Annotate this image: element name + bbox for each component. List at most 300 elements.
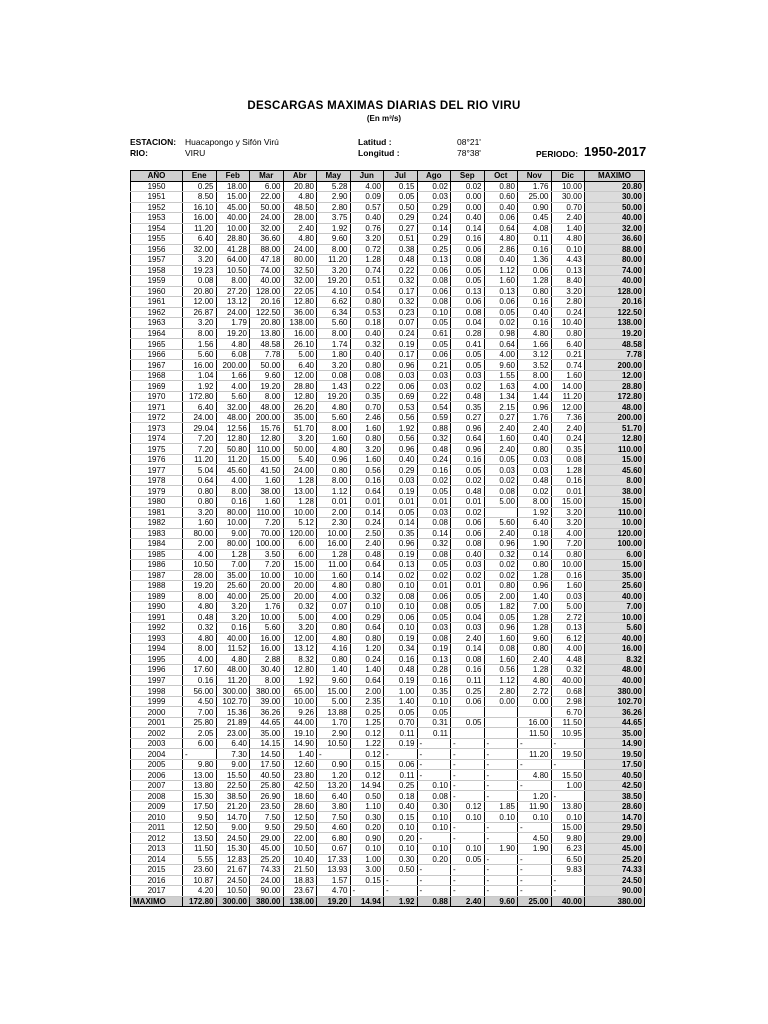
value-cell: - [183,749,217,760]
column-header: Dic [551,171,585,182]
value-cell: 12.50 [283,812,317,823]
value-cell: 0.11 [417,728,451,739]
value-cell: - [551,738,585,749]
value-cell: 0.05 [484,454,518,465]
value-cell: 23.50 [250,801,284,812]
maximum-cell: 1.92 [384,896,418,907]
value-cell: 0.80 [518,560,552,571]
value-cell: 0.08 [417,549,451,560]
value-cell: 0.14 [451,644,485,655]
value-cell: 0.32 [283,602,317,613]
value-cell: 28.60 [283,801,317,812]
value-cell: 74.33 [250,865,284,876]
value-cell: 0.51 [350,276,384,287]
value-cell: 0.70 [350,402,384,413]
value-cell: 5.60 [317,318,351,329]
table-row [131,213,645,224]
value-cell: 13.80 [551,801,585,812]
value-cell: 8.00 [317,244,351,255]
value-cell: 0.05 [417,339,451,350]
value-cell: 0.03 [451,623,485,634]
value-cell: 10.50 [183,560,217,571]
max-cell: 19.50 [585,749,645,760]
value-cell: 7.36 [551,412,585,423]
value-cell: 8.00 [183,591,217,602]
value-cell: 0.98 [484,328,518,339]
value-cell: 0.20 [384,833,418,844]
value-cell: 5.12 [283,518,317,529]
value-cell: 13.12 [216,297,250,308]
value-cell: 4.70 [317,886,351,897]
value-cell: 2.40 [451,633,485,644]
value-cell: 0.13 [417,255,451,266]
max-cell: 12.00 [585,370,645,381]
value-cell: 80.00 [216,539,250,550]
value-cell: 8.00 [183,644,217,655]
value-cell: 0.40 [350,349,384,360]
value-cell: 12.50 [183,822,217,833]
value-cell: 22.05 [283,286,317,297]
value-cell: 3.20 [283,623,317,634]
value-cell: 48.00 [216,412,250,423]
table-row [131,181,645,192]
value-cell: 28.00 [283,213,317,224]
value-cell: 0.08 [551,454,585,465]
value-cell: 0.96 [317,454,351,465]
value-cell: 0.74 [350,265,384,276]
table-row [131,822,645,833]
year-cell: 1958 [131,265,183,276]
table-row [131,665,645,676]
value-cell: 0.03 [551,591,585,602]
value-cell: 12.56 [216,423,250,434]
value-cell: 0.21 [417,360,451,371]
value-cell: 13.80 [183,780,217,791]
max-cell: 7.00 [585,602,645,613]
value-cell: 3.20 [183,507,217,518]
value-cell: 0.10 [350,844,384,855]
value-cell: 200.00 [250,412,284,423]
max-cell: 38.00 [585,486,645,497]
table-row [131,602,645,613]
year-cell: 1970 [131,391,183,402]
value-cell: 41.28 [216,244,250,255]
value-cell: 32.00 [283,276,317,287]
value-cell: 6.08 [216,349,250,360]
value-cell: 0.40 [518,433,552,444]
value-cell: 0.10 [417,844,451,855]
value-cell: 1.57 [317,875,351,886]
max-cell: 45.60 [585,465,645,476]
table-row [131,360,645,371]
maximum-cell: 138.00 [283,896,317,907]
table-row [131,728,645,739]
value-cell: 2.40 [551,423,585,434]
value-cell: 32.50 [283,265,317,276]
table-row [131,612,645,623]
value-cell: 9.80 [551,833,585,844]
value-cell: - [451,791,485,802]
value-cell: 17.50 [250,759,284,770]
value-cell: 0.16 [518,318,552,329]
year-cell: 2002 [131,728,183,739]
value-cell: 0.80 [350,633,384,644]
table-row [131,801,645,812]
value-cell: 4.00 [216,475,250,486]
value-cell: 4.10 [317,286,351,297]
year-cell: 1971 [131,402,183,413]
value-cell: 0.07 [384,318,418,329]
value-cell [451,728,485,739]
estacion-value: Huacapongo y Sifón Virú [185,137,279,147]
value-cell: 0.32 [417,539,451,550]
value-cell: 0.00 [451,192,485,203]
value-cell: 25.80 [250,780,284,791]
value-cell: 0.80 [350,297,384,308]
value-cell: 1.60 [484,654,518,665]
value-cell: 0.76 [350,223,384,234]
value-cell: 0.05 [451,602,485,613]
table-row [131,475,645,486]
value-cell: - [451,770,485,781]
value-cell: 0.14 [451,223,485,234]
value-cell: 0.05 [417,318,451,329]
value-cell: 0.03 [451,560,485,571]
value-cell: 9.83 [551,865,585,876]
value-cell: 8.00 [518,496,552,507]
value-cell: 1.28 [216,549,250,560]
value-cell: 0.03 [384,475,418,486]
maximum-cell: 14.94 [350,896,384,907]
max-cell: 40.50 [585,770,645,781]
year-cell: 1988 [131,581,183,592]
year-cell: 1972 [131,412,183,423]
value-cell: 1.92 [384,423,418,434]
value-cell: 4.80 [216,339,250,350]
max-cell: 38.50 [585,791,645,802]
value-cell: 2.40 [518,423,552,434]
value-cell: 0.16 [350,475,384,486]
value-cell: 9.00 [216,759,250,770]
value-cell: 3.20 [183,255,217,266]
table-row [131,255,645,266]
value-cell: 40.00 [250,276,284,287]
year-cell: 1961 [131,297,183,308]
table-row [131,391,645,402]
value-cell: 2.72 [551,612,585,623]
value-cell: 17.50 [183,801,217,812]
value-cell: 23.00 [216,728,250,739]
value-cell: 0.19 [384,339,418,350]
value-cell: 0.40 [451,549,485,560]
value-cell: 0.05 [451,854,485,865]
value-cell: 2.88 [250,654,284,665]
maximum-cell: 2.40 [451,896,485,907]
value-cell: 6.00 [283,539,317,550]
value-cell: 0.90 [350,833,384,844]
value-cell: 3.52 [518,360,552,371]
value-cell: 0.57 [350,202,384,213]
value-cell: 0.08 [451,307,485,318]
value-cell: 1.60 [183,518,217,529]
year-cell: 1997 [131,675,183,686]
value-cell: 2.72 [518,686,552,697]
value-cell: 0.13 [417,654,451,665]
value-cell [484,707,518,718]
value-cell: 7.20 [551,539,585,550]
value-cell: 0.16 [216,623,250,634]
year-cell: 1999 [131,696,183,707]
max-cell: 10.00 [585,612,645,623]
value-cell: 0.02 [484,318,518,329]
table-row [131,234,645,245]
value-cell: 0.10 [451,844,485,855]
value-cell: 0.96 [484,623,518,634]
value-cell: 2.40 [350,539,384,550]
value-cell: 0.06 [384,381,418,392]
value-cell: 38.50 [216,791,250,802]
value-cell: 0.31 [417,717,451,728]
value-cell: 3.20 [317,265,351,276]
value-cell: 9.50 [250,822,284,833]
value-cell: 20.00 [250,581,284,592]
value-cell: 0.10 [350,602,384,613]
value-cell: - [417,865,451,876]
value-cell: 0.40 [384,801,418,812]
value-cell: 0.02 [451,570,485,581]
value-cell: 1.10 [350,801,384,812]
value-cell: 3.12 [518,349,552,360]
value-cell: 0.18 [518,528,552,539]
value-cell: 1.20 [518,791,552,802]
value-cell: 0.05 [384,192,418,203]
value-cell: 8.00 [216,486,250,497]
table-row [131,423,645,434]
value-cell: 0.19 [384,549,418,560]
value-cell: 4.43 [551,255,585,266]
value-cell: 4.50 [518,833,552,844]
value-cell: 0.56 [384,412,418,423]
value-cell: 21.20 [216,801,250,812]
value-cell: 4.00 [551,528,585,539]
value-cell: 5.00 [283,349,317,360]
year-cell: 2004 [131,749,183,760]
value-cell: 14.00 [551,381,585,392]
value-cell: 38.00 [250,486,284,497]
table-row [131,518,645,529]
value-cell: 16.00 [183,213,217,224]
value-cell: 12.80 [250,433,284,444]
value-cell: 1.25 [350,717,384,728]
value-cell: 0.02 [484,475,518,486]
value-cell: 0.48 [350,549,384,560]
value-cell: 1.20 [317,770,351,781]
longitud-label: Longitud : [358,148,400,158]
value-cell: 0.16 [384,654,418,665]
value-cell: 1.12 [317,486,351,497]
value-cell: 48.00 [250,402,284,413]
value-cell: 0.01 [451,496,485,507]
value-cell: 0.05 [451,360,485,371]
value-cell: 30.00 [551,192,585,203]
table-row [131,465,645,476]
value-cell: 4.00 [216,381,250,392]
value-cell: 0.08 [417,602,451,613]
value-cell: 0.53 [350,307,384,318]
value-cell: 122.50 [250,307,284,318]
value-cell: 0.24 [551,307,585,318]
value-cell: 0.53 [384,402,418,413]
max-cell: 40.00 [585,591,645,602]
value-cell: 0.02 [417,475,451,486]
max-cell: 40.00 [585,213,645,224]
value-cell: 0.20 [417,854,451,865]
value-cell: 13.00 [183,770,217,781]
value-cell: 5.00 [283,612,317,623]
value-cell: 9.26 [283,707,317,718]
table-row [131,223,645,234]
max-cell: 29.00 [585,833,645,844]
value-cell: 20.00 [283,581,317,592]
value-cell: 2.00 [484,591,518,602]
value-cell: 1.12 [484,265,518,276]
value-cell: 0.02 [451,475,485,486]
value-cell: 0.06 [451,518,485,529]
maximum-row [131,896,645,907]
max-cell: 45.00 [585,844,645,855]
column-header: Sep [451,171,485,182]
value-cell: 0.22 [384,265,418,276]
value-cell: 1.90 [518,539,552,550]
value-cell: 24.00 [250,875,284,886]
value-cell: 41.50 [250,465,284,476]
value-cell: 7.78 [250,349,284,360]
value-cell: 4.00 [551,644,585,655]
value-cell: 0.30 [384,854,418,865]
value-cell: 90.00 [250,886,284,897]
year-cell: 1965 [131,339,183,350]
year-cell: 1956 [131,244,183,255]
year-cell: 1983 [131,528,183,539]
table-row [131,865,645,876]
value-cell: 1.85 [484,801,518,812]
value-cell: 0.08 [484,486,518,497]
value-cell: 1.28 [551,465,585,476]
value-cell: 1.12 [484,675,518,686]
value-cell: 0.06 [417,286,451,297]
value-cell: 0.08 [451,539,485,550]
value-cell: 5.00 [551,602,585,613]
max-cell: 28.80 [585,381,645,392]
year-cell: 1975 [131,444,183,455]
value-cell: 40.00 [551,675,585,686]
year-cell: 1954 [131,223,183,234]
value-cell: 8.00 [216,276,250,287]
latitud-label: Latitud : [358,137,392,147]
value-cell: 3.20 [283,433,317,444]
value-cell: 6.50 [551,854,585,865]
max-cell: 10.00 [585,518,645,529]
max-cell: 122.50 [585,307,645,318]
value-cell: 0.48 [451,486,485,497]
value-cell: - [384,875,418,886]
value-cell: 21.89 [216,717,250,728]
table-row [131,307,645,318]
value-cell: 22.00 [250,192,284,203]
max-cell: 51.70 [585,423,645,434]
value-cell: 1.63 [484,381,518,392]
value-cell: 40.00 [216,213,250,224]
value-cell: 11.52 [216,644,250,655]
max-cell: 14.70 [585,812,645,823]
value-cell: 0.10 [484,812,518,823]
value-cell: 0.74 [551,360,585,371]
year-cell: 1952 [131,202,183,213]
value-cell: 1.60 [250,475,284,486]
value-cell: 20.80 [250,318,284,329]
value-cell: 10.00 [551,560,585,571]
value-cell: 6.70 [551,707,585,718]
value-cell: - [551,791,585,802]
value-cell: 0.35 [384,528,418,539]
value-cell: 0.03 [417,507,451,518]
value-cell: - [484,886,518,897]
value-cell: 1.92 [317,223,351,234]
column-header: Abr [283,171,317,182]
value-cell: 10.00 [283,570,317,581]
value-cell: 16.00 [250,633,284,644]
value-cell: 0.10 [518,812,552,823]
value-cell: 0.80 [350,433,384,444]
value-cell: - [551,886,585,897]
max-cell: 100.00 [585,539,645,550]
value-cell: 138.00 [283,318,317,329]
value-cell: 0.02 [451,381,485,392]
year-cell: 1986 [131,560,183,571]
value-cell: 0.00 [518,696,552,707]
value-cell: 4.00 [484,349,518,360]
value-cell: 44.65 [250,717,284,728]
value-cell: 5.60 [317,412,351,423]
value-cell: - [451,875,485,886]
value-cell: 0.05 [417,707,451,718]
value-cell: 0.16 [216,496,250,507]
value-cell: 0.48 [518,475,552,486]
value-cell: 20.16 [250,297,284,308]
value-cell: 0.38 [384,244,418,255]
value-cell: 0.32 [551,665,585,676]
value-cell: 2.98 [551,696,585,707]
value-cell: 4.80 [183,633,217,644]
value-cell: 0.80 [317,623,351,634]
value-cell: 0.50 [350,791,384,802]
value-cell: 4.80 [216,654,250,665]
value-cell: 36.00 [283,307,317,318]
value-cell: 13.80 [250,328,284,339]
value-cell: 10.00 [250,612,284,623]
value-cell: 1.28 [518,612,552,623]
value-cell: 0.19 [384,675,418,686]
value-cell: 16.00 [518,717,552,728]
year-cell: 1955 [131,234,183,245]
value-cell: 8.00 [250,675,284,686]
value-cell: 1.43 [317,381,351,392]
value-cell: 8.40 [551,276,585,287]
table-row [131,265,645,276]
value-cell: 0.96 [484,539,518,550]
value-cell: 0.40 [350,213,384,224]
year-cell: 1969 [131,381,183,392]
